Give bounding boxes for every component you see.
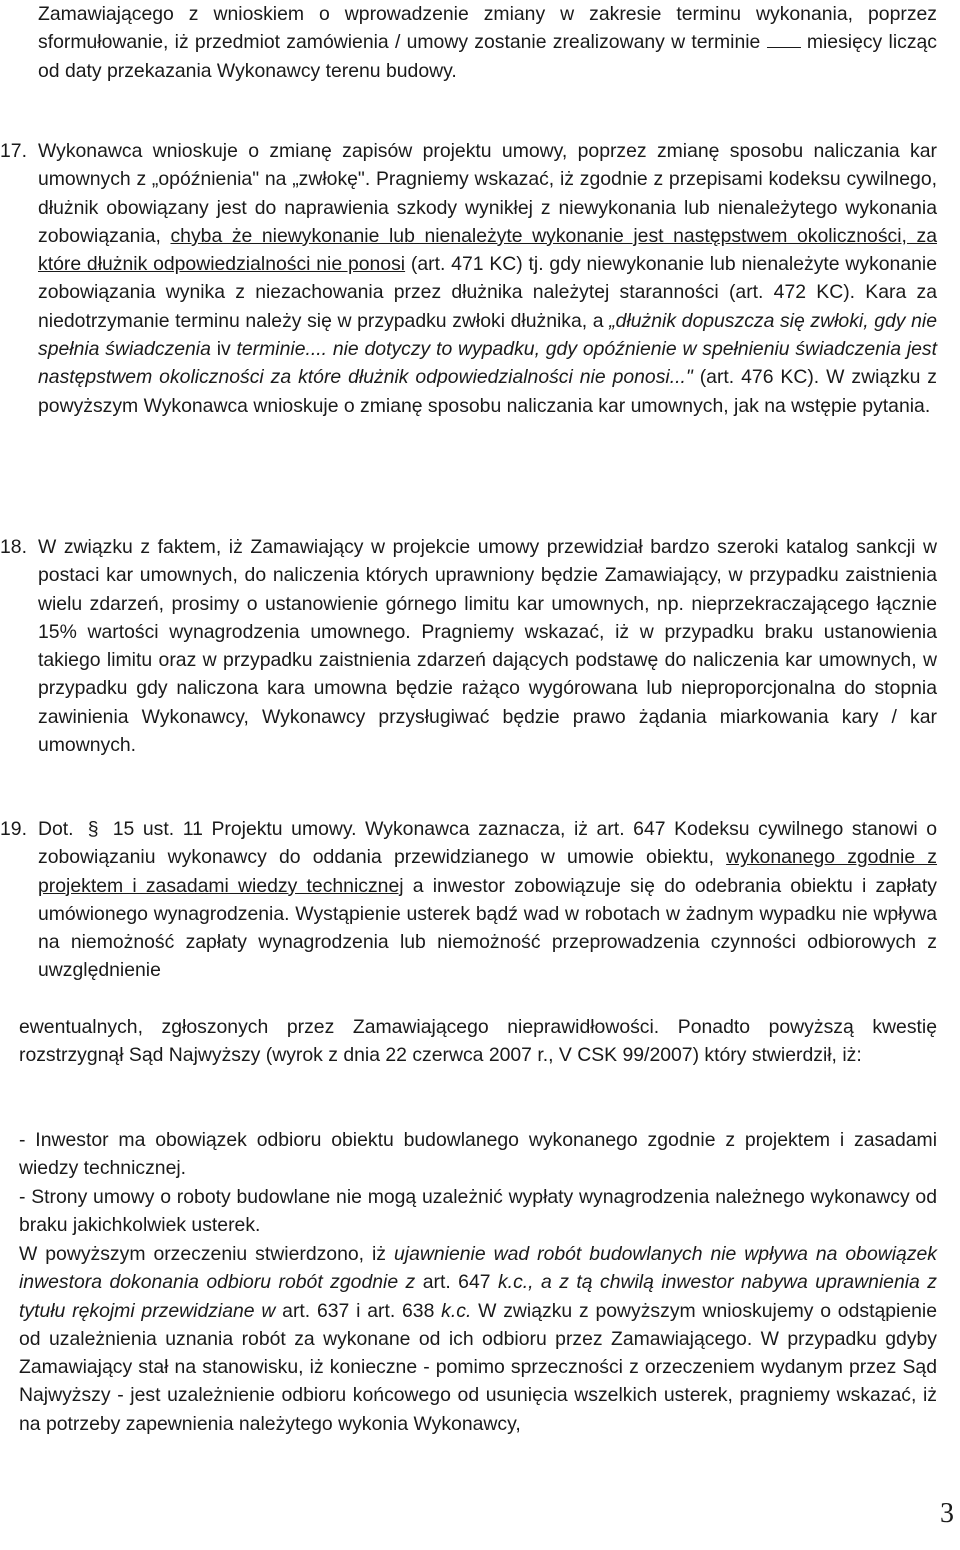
blank-line	[767, 32, 801, 49]
italic-text: ujawnienie wad robót budowlanych nie wpływa na obowiązek inwestora dokonania odbioru robót zgodnie z	[19, 1243, 937, 1294]
italic-text: „dłużnik dopuszcza się zwłoki, gdy nie spełnia świadczenia	[38, 309, 937, 361]
text-span: W związku z powyższym wnioskujemy o odstąpienie od uzależnienia uznania robót za wykonane od ich odbioru przez Zamawiającego. W przypadku gdyby Zamawiający stał na stanowisku, iż konieczne - pomimo sprzeczności z orzeczeniem wydanym przez Sąd Najwyższy - jest uzależnienie odbioru końcowego od usunięcia wszelkich usterek, pragniemy wskazać, iż na potrzeby zapewnienia należytego wykonia Wykonawcy,	[19, 1299, 937, 1435]
item-number: 17.	[0, 140, 27, 162]
italic-text: terminie.... nie dotyczy to wypadku, gdy opóźnienie w spełnieniu świadczenia jest następstwem okoliczności za które dłużnik odpowiedzialności nie ponosi..."	[38, 338, 937, 389]
text-span: Wykonawca wnioskuje o zmianę zapisów projektu umowy, poprzez zmianę sposobu naliczania kar umownych z „opóźnienia" na „zwłokę". Pragniemy wskazać, iż zgodnie z przepisami kodeksu cywilnego, dłużnik obowiązany jest do naprawienia szkody wynikłej z niewykonania lub nienależytego wykonania zobowiązania,	[38, 140, 937, 247]
text-span: art. 637 i art. 638	[275, 1299, 442, 1322]
list-item-17	[0, 137, 937, 420]
text-span: iv	[210, 338, 237, 361]
item-number: 18.	[0, 536, 27, 558]
list-item-19	[0, 815, 938, 985]
bullet-2: - Strony umowy o roboty budowlane nie mogą uzależnić wypłaty wynagrodzenia należnego wykonawcy od braku jakichkolwiek usterek.	[19, 1186, 937, 1237]
text-span: Dot.	[38, 818, 83, 840]
text-span: Zamawiającego z wnioskiem o wprowadzenie zmiany w zakresie terminu wykonania, poprzez sformułowanie, iż przedmiot zamówienia / umowy zostanie zrealizowany w terminie	[38, 3, 937, 54]
list-item-18	[0, 533, 937, 759]
page-number: 3	[940, 1497, 954, 1529]
bullet-1: - Inwestor ma obowiązek odbioru obiektu budowlanego wykonanego zgodnie z projektem i zasadami wiedzy technicznej.	[19, 1129, 937, 1180]
text-span: art. 647	[415, 1271, 498, 1294]
text-span: miesięcy licząc od daty przekazania Wykonawcy terenu budowy.	[38, 31, 937, 82]
text-span: W powyższym orzeczeniu stwierdzono, iż	[19, 1243, 394, 1265]
text-span: 15 ust. 11 Projektu umowy. Wykonawca zaznacza, iż art. 647 Kodeksu cywilnego stanowi o zobowiązaniu wykonawcy do oddania przewidzianego w umowie obiektu,	[38, 818, 938, 869]
underlined-text: wykonanego zgodnie z projektem i zasadami wiedzy technicznej	[38, 846, 938, 897]
text-span: a inwestor zobowiązuje się do odebrania obiektu i zapłaty umówionego wynagrodzenia. Wystąpienie usterek bądź wad w robotach w żadnym wypadku nie wpływa na niemożność zapłaty wynagrodzenia lub niemożność przeprowadzenia czynności odbiorowych z uwzględnienie	[38, 874, 937, 982]
paragraph-continuation	[38, 0, 937, 85]
item-text: W związku z faktem, iż Zamawiający w projekcie umowy przewidział bardzo szeroki katalog sankcji w postaci kar umownych, do naliczenia których uprawniony będzie Zamawiający, w przypadku zaistnienia wielu zdarzeń, prosimy o ustanowienie górnego limitu kar umownych, np. nieprzekraczającego łącznie 15% wartości wynagrodzenia umownego. Pragniemy wskazać, iż w przypadku braku ustanowienia takiego limitu oraz w przypadku zaistnienia zdarzeń dających podstawę do naliczenia kar umownych, w przypadku gdy naliczona kara umowna będzie rażąco wygórowana lub nieproporcjonalna do stopnia zawinienia Wykonawcy, Wykonawcy przysługiwać będzie prawo żądania miarkowania kary / kar umownych.	[38, 536, 937, 757]
text-span: (art. 471 KC) tj. gdy niewykonanie lub nienależyte wykonanie zobowiązania wynika z niezachowania przez dłużnika należytej staranności (art. 472 KC). Kara za niedotrzymanie terminu należy się w przypadku zwłoki dłużnika, a	[38, 253, 937, 332]
section-sign-icon: §	[87, 818, 99, 840]
italic-text: k.c.	[441, 1299, 472, 1322]
underlined-text: chyba że niewykonanie lub nienależyte wykonanie jest następstwem okoliczności, za które dłużnik odpowiedzialności nie ponosi	[38, 224, 937, 276]
paragraph-ruling	[19, 1240, 937, 1438]
item-text	[38, 137, 937, 420]
item-text	[38, 815, 937, 985]
text-span: (art. 476 KC). W związku z powyższym Wykonawca wnioskuje o zmianę sposobu naliczania kar umownych, jak na wstępie pytania.	[38, 366, 937, 417]
italic-text: k.c., a z tą chwilą inwestor nabywa uprawnienia z tytułu rękojmi przewidziane w	[19, 1271, 937, 1322]
paragraph-continuation: ewentualnych, zgłoszonych przez Zamawiającego nieprawidłowości. Ponadto powyższą kwestię rozstrzygnął Sąd Najwyższy (wyrok z dnia 22 czerwca 2007 r., V CSK 99/2007) który stwierdził, iż:	[19, 1016, 937, 1067]
item-number: 19.	[0, 818, 27, 840]
